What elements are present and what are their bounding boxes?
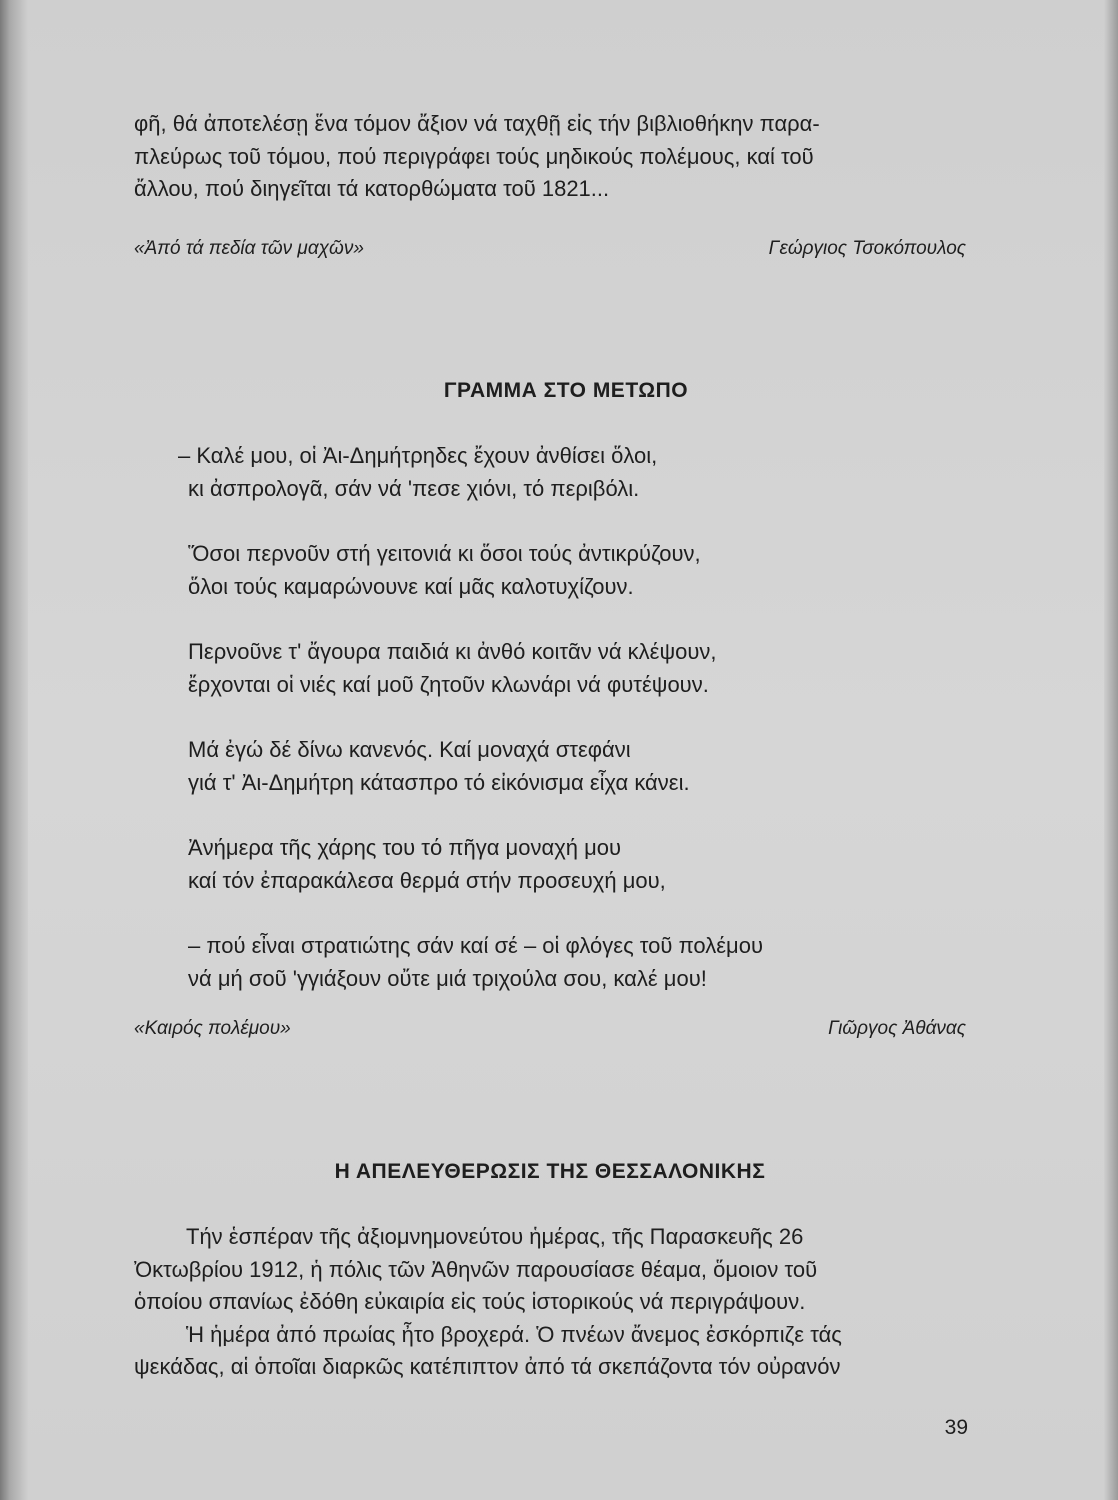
paragraph-line: Ὀκτωβρίου 1912, ἡ πόλις τῶν Ἀθηνῶν παρουσίασε θέαμα, ὅμοιον τοῦ: [134, 1256, 818, 1282]
intro-line: πλεύρως τοῦ τόμου, πού περιγράφει τούς μηδικούς πολέμους, καί τοῦ: [134, 143, 814, 169]
poem-line: καί τόν ἐπαρακάλεσα θερμά στήν προσευχή μου,: [188, 867, 666, 893]
poem-line: – Καλέ μου, οἱ Ἀι-Δημήτρηδες ἔχουν ἀνθίσει ὅλοι,: [178, 443, 658, 468]
poem-title: ΓΡΑΜΜΑ ΣΤΟ ΜΕΤΩΠΟ: [443, 379, 689, 402]
page-edge-shadow: [1104, 0, 1118, 1500]
signature-author: Γεώργιος Τσοκόπουλος: [768, 238, 966, 259]
paragraph-line: Ἡ ἡμέρα ἀπό πρωίας ἦτο βροχερά. Ὁ πνέων ἄνεμος ἐσκόρπιζε τάς: [186, 1321, 842, 1347]
poem-line: ἔρχονται οἱ νιές καί μοῦ ζητοῦν κλωνάρι νά φυτέψουν.: [188, 671, 709, 697]
poem-line: νά μή σοῦ 'γγιάξουν οὔτε μιά τριχούλα σου, καλέ μου!: [188, 965, 707, 991]
poem-stanza: [188, 832, 948, 897]
poem-stanza: [188, 636, 948, 701]
poem-line: κι ἀσπρολογᾶ, σάν νά 'πεσε χιόνι, τό περιβόλι.: [188, 475, 640, 501]
paragraph-line: ὁποίου σπανίως ἐδόθη εὐκαιρία εἰς τούς ἱστορικούς νά περιγράψουν.: [134, 1289, 806, 1314]
poem-stanza: [188, 538, 948, 603]
poem-line: γιά τ' Ἀι-Δημήτρη κάτασπρο τό εἰκόνισμα εἶχα κάνει.: [188, 769, 690, 795]
signature-source: «Ἀπό τά πεδία τῶν μαχῶν»: [134, 238, 364, 259]
poem-line: Ὅσοι περνοῦν στή γειτονιά κι ὅσοι τούς ἀντικρύζουν,: [188, 541, 701, 566]
poem: [178, 440, 948, 1028]
poem-line: ὅλοι τούς καμαρώνουνε καί μᾶς καλοτυχίζουν.: [188, 573, 634, 599]
signature-source: «Καιρός πολέμου»: [134, 1018, 291, 1039]
poem-line: Μά ἐγώ δέ δίνω κανενός. Καί μοναχά στεφάνι: [188, 737, 631, 762]
paragraph-line: Τήν ἑσπέραν τῆς ἀξιομνημονεύτου ἡμέρας, τῆς Παρασκευῆς 26: [186, 1224, 804, 1249]
intro-paragraph: [134, 108, 966, 206]
signature-author: Γιῶργος Ἀθάνας: [828, 1018, 966, 1039]
intro-line: φῆ, θά ἀποτελέσῃ ἕνα τόμον ἄξιον νά ταχθῇ εἰς τήν βιβλιοθήκην παρα-: [134, 111, 820, 136]
poem-stanza: [188, 930, 948, 995]
page-number: 39: [944, 1416, 968, 1439]
poem-stanza: [178, 440, 948, 505]
liberation-title: Η ΑΠΕΛΕΥΘΕΡΩΣΙΣ ΤΗΣ ΘΕΣΣΑΛΟΝΙΚΗΣ: [334, 1160, 766, 1183]
poem-line: Ἀνήμερα τῆς χάρης του τό πῆγα μοναχή μου: [188, 835, 622, 860]
poem-line: – πού εἶναι στρατιώτης σάν καί σέ – οἱ φλόγες τοῦ πολέμου: [188, 933, 763, 958]
poem-line: Περνοῦνε τ' ἄγουρα παιδιά κι ἀνθό κοιτᾶν νά κλέψουν,: [188, 639, 717, 664]
paragraph-line: ψεκάδας, αἱ ὁποῖαι διαρκῶς κατέπιπτον ἀπό τά σκεπάζοντα τόν οὐρανόν: [134, 1354, 841, 1379]
signature-1: [134, 238, 966, 260]
liberation-paragraphs: [134, 1221, 966, 1384]
poem-stanza: [188, 734, 948, 799]
page-binding-shadow: [0, 0, 28, 1500]
signature-2: [134, 1018, 966, 1040]
intro-line: ἄλλου, πού διηγεῖται τά κατορθώματα τοῦ 1821...: [134, 176, 610, 201]
